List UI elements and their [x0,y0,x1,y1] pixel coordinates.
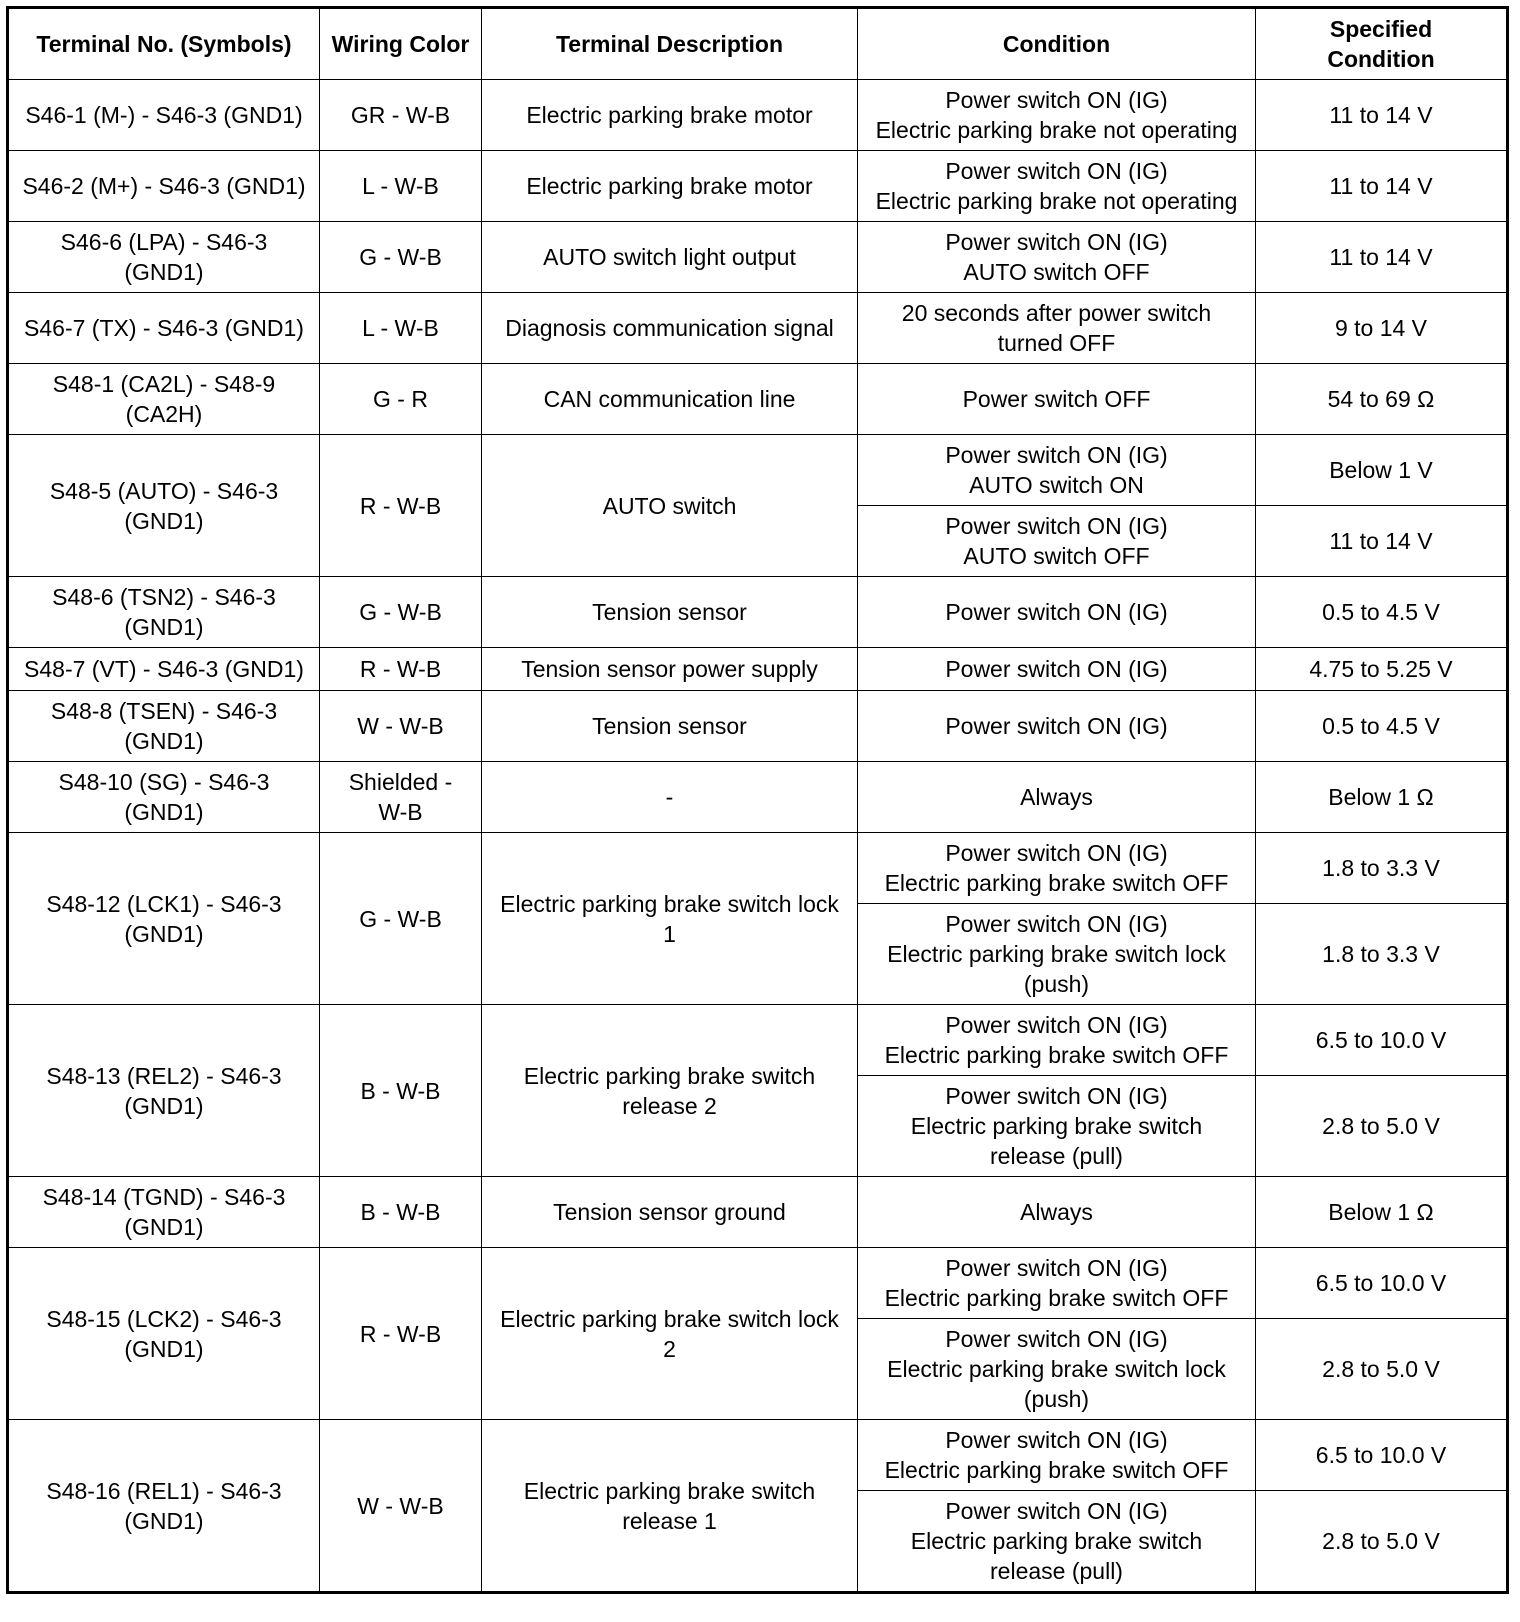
table-row [8,762,1508,833]
terminal-cell: S48-7 (VT) - S46-3 (GND1) [8,648,320,691]
terminal-cell: S46-6 (LPA) - S46-3 (GND1) [8,222,320,293]
terminal-cell: S48-15 (LCK2) - S46-3 (GND1) [8,1248,320,1420]
condition-cell: Power switch ON (IG) Electric parking brake switch lock (push) [858,904,1256,1005]
condition-cell: Power switch ON (IG) Electric parking brake not operating [858,151,1256,222]
specified-condition-cell: Below 1 V [1256,435,1508,506]
wiring-color-cell: R - W-B [320,648,482,691]
terminal-cell: S48-5 (AUTO) - S46-3 (GND1) [8,435,320,577]
terminal-cell: S48-14 (TGND) - S46-3 (GND1) [8,1177,320,1248]
terminal-description-cell: Electric parking brake switch release 1 [482,1420,858,1593]
wiring-color-cell: R - W-B [320,1248,482,1420]
terminal-cell: S46-1 (M-) - S46-3 (GND1) [8,80,320,151]
condition-cell: Power switch ON (IG) Electric parking brake switch lock (push) [858,1319,1256,1420]
table-row [8,691,1508,762]
specified-condition-cell: 2.8 to 5.0 V [1256,1491,1508,1593]
wiring-color-cell: L - W-B [320,293,482,364]
terminal-cell: S48-8 (TSEN) - S46-3 (GND1) [8,691,320,762]
terminal-description-cell: Tension sensor [482,577,858,648]
header-condition: Condition [858,8,1256,80]
specified-condition-cell: 9 to 14 V [1256,293,1508,364]
table-row [8,1005,1508,1076]
specified-condition-cell: Below 1 Ω [1256,1177,1508,1248]
condition-cell: Power switch ON (IG) Electric parking brake switch release (pull) [858,1076,1256,1177]
table-row [8,80,1508,151]
table-row [8,435,1508,506]
table-row [8,151,1508,222]
terminal-description-cell: Electric parking brake motor [482,80,858,151]
specified-condition-cell: 6.5 to 10.0 V [1256,1005,1508,1076]
wiring-color-cell: G - W-B [320,577,482,648]
terminal-description-cell: Tension sensor [482,691,858,762]
condition-cell: Always [858,762,1256,833]
terminal-cell: S48-12 (LCK1) - S46-3 (GND1) [8,833,320,1005]
specified-condition-cell: 1.8 to 3.3 V [1256,904,1508,1005]
table-row [8,293,1508,364]
specified-condition-cell: 11 to 14 V [1256,151,1508,222]
table-row [8,1248,1508,1319]
terminal-cell: S48-13 (REL2) - S46-3 (GND1) [8,1005,320,1177]
terminal-description-cell: Electric parking brake motor [482,151,858,222]
header-terminal: Terminal No. (Symbols) [8,8,320,80]
terminal-description-cell: - [482,762,858,833]
wiring-color-cell: G - W-B [320,833,482,1005]
condition-cell: Power switch ON (IG) Electric parking brake not operating [858,80,1256,151]
specified-condition-cell: 6.5 to 10.0 V [1256,1420,1508,1491]
terminal-description-cell: CAN communication line [482,364,858,435]
terminal-table [6,6,1509,1594]
terminal-description-cell: Electric parking brake switch lock 2 [482,1248,858,1420]
specified-condition-cell: 2.8 to 5.0 V [1256,1319,1508,1420]
wiring-color-cell: B - W-B [320,1177,482,1248]
header-terminal-description: Terminal Description [482,8,858,80]
condition-cell: Power switch ON (IG) [858,648,1256,691]
header-specified-condition: Specified Condition [1256,8,1508,80]
header-row [8,8,1508,80]
condition-cell: Power switch OFF [858,364,1256,435]
condition-cell: Power switch ON (IG) [858,577,1256,648]
terminal-cell: S48-10 (SG) - S46-3 (GND1) [8,762,320,833]
specified-condition-cell: 11 to 14 V [1256,80,1508,151]
condition-cell: Power switch ON (IG) Electric parking brake switch release (pull) [858,1491,1256,1593]
table-row [8,364,1508,435]
wiring-color-cell: W - W-B [320,1420,482,1593]
wiring-color-cell: G - R [320,364,482,435]
specified-condition-cell: 0.5 to 4.5 V [1256,691,1508,762]
specified-condition-cell: 11 to 14 V [1256,506,1508,577]
terminal-cell: S48-1 (CA2L) - S48-9 (CA2H) [8,364,320,435]
specified-condition-cell: 54 to 69 Ω [1256,364,1508,435]
wiring-color-cell: L - W-B [320,151,482,222]
specified-condition-cell: 2.8 to 5.0 V [1256,1076,1508,1177]
specified-condition-cell: Below 1 Ω [1256,762,1508,833]
wiring-color-cell: G - W-B [320,222,482,293]
wiring-color-cell: W - W-B [320,691,482,762]
wiring-color-cell: Shielded - W-B [320,762,482,833]
table-row [8,577,1508,648]
condition-cell: Power switch ON (IG) [858,691,1256,762]
condition-cell: Power switch ON (IG) Electric parking brake switch OFF [858,1005,1256,1076]
wiring-color-cell: B - W-B [320,1005,482,1177]
specified-condition-cell: 1.8 to 3.3 V [1256,833,1508,904]
condition-cell: Power switch ON (IG) AUTO switch OFF [858,222,1256,293]
terminal-description-cell: AUTO switch light output [482,222,858,293]
condition-cell: Power switch ON (IG) Electric parking brake switch OFF [858,833,1256,904]
condition-cell: Power switch ON (IG) Electric parking brake switch OFF [858,1420,1256,1491]
table-row [8,648,1508,691]
table-row [8,222,1508,293]
condition-cell: 20 seconds after power switch turned OFF [858,293,1256,364]
table-row [8,1177,1508,1248]
terminal-cell: S46-7 (TX) - S46-3 (GND1) [8,293,320,364]
header-wiring-color: Wiring Color [320,8,482,80]
specified-condition-cell: 4.75 to 5.25 V [1256,648,1508,691]
terminal-description-cell: Electric parking brake switch lock 1 [482,833,858,1005]
terminal-description-cell: Diagnosis communication signal [482,293,858,364]
condition-cell: Power switch ON (IG) AUTO switch OFF [858,506,1256,577]
condition-cell: Power switch ON (IG) Electric parking brake switch OFF [858,1248,1256,1319]
specified-condition-cell: 6.5 to 10.0 V [1256,1248,1508,1319]
table-row [8,833,1508,904]
table-row [8,1420,1508,1491]
specified-condition-cell: 0.5 to 4.5 V [1256,577,1508,648]
terminal-description-cell: Electric parking brake switch release 2 [482,1005,858,1177]
wiring-color-cell: GR - W-B [320,80,482,151]
terminal-cell: S48-16 (REL1) - S46-3 (GND1) [8,1420,320,1593]
terminal-description-cell: AUTO switch [482,435,858,577]
specified-condition-cell: 11 to 14 V [1256,222,1508,293]
condition-cell: Always [858,1177,1256,1248]
terminal-description-cell: Tension sensor power supply [482,648,858,691]
page [6,6,1509,1594]
wiring-color-cell: R - W-B [320,435,482,577]
condition-cell: Power switch ON (IG) AUTO switch ON [858,435,1256,506]
terminal-cell: S46-2 (M+) - S46-3 (GND1) [8,151,320,222]
terminal-cell: S48-6 (TSN2) - S46-3 (GND1) [8,577,320,648]
terminal-description-cell: Tension sensor ground [482,1177,858,1248]
